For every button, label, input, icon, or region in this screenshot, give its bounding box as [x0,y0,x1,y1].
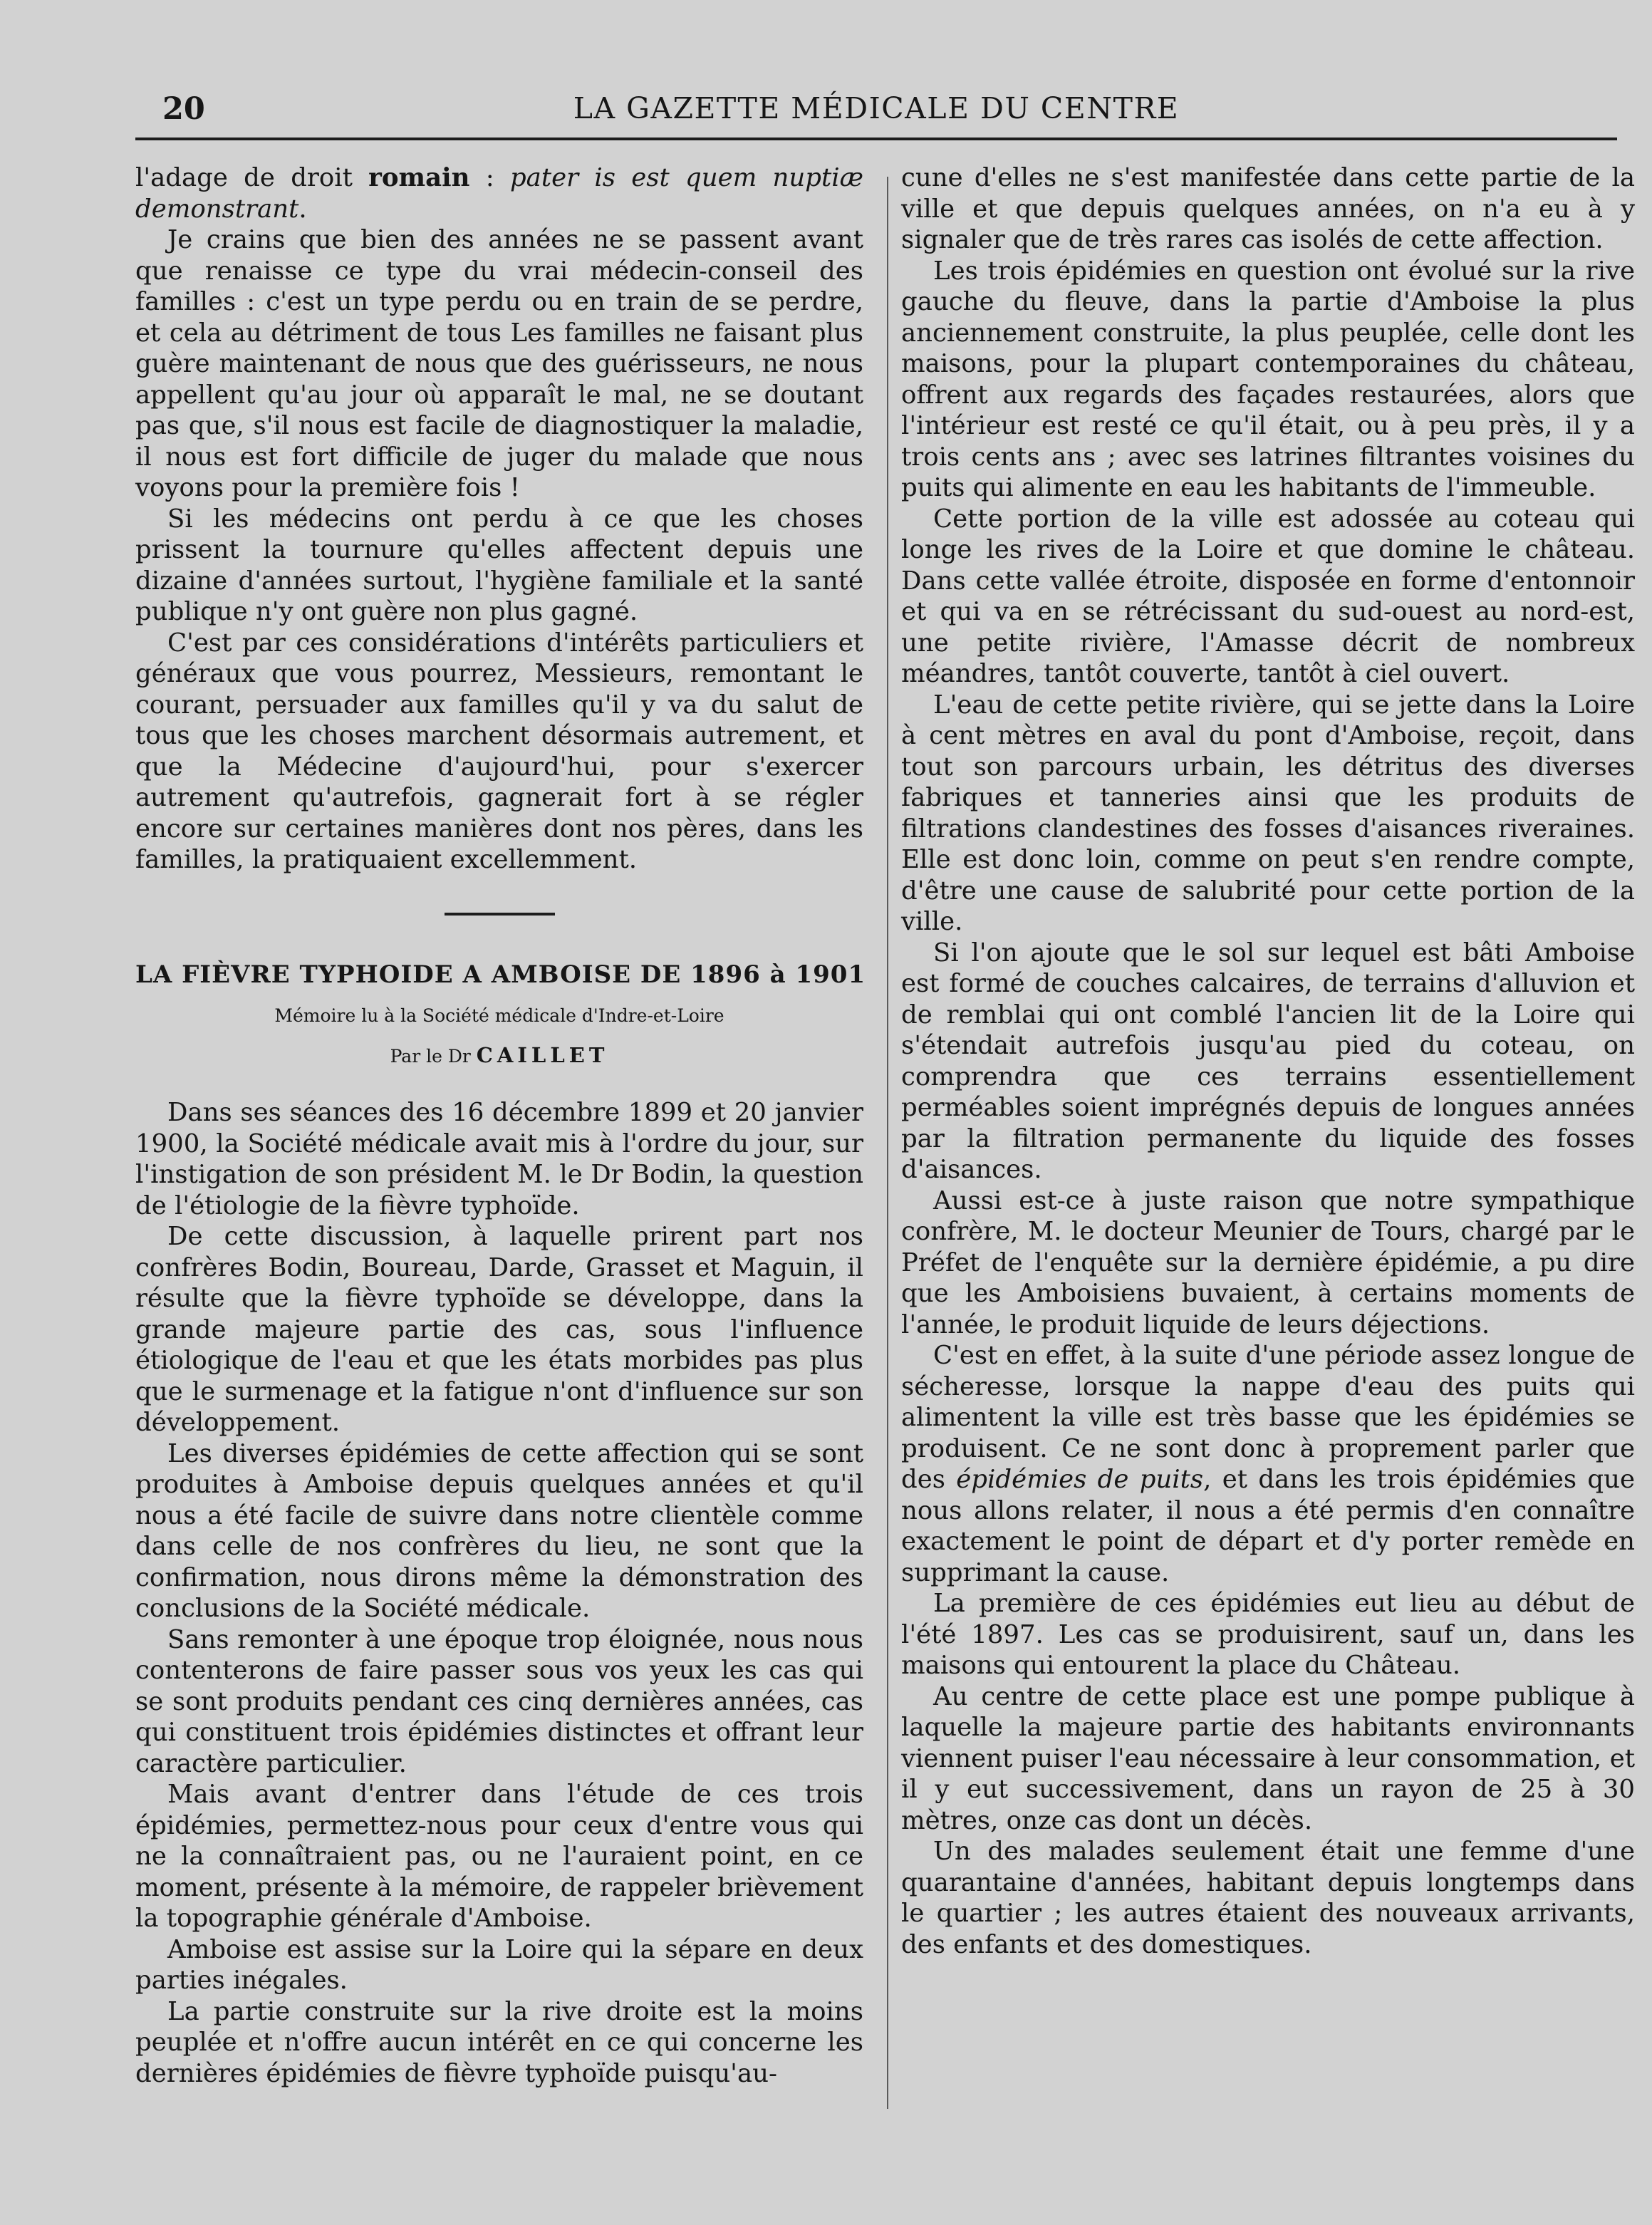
paragraph: Si les médecins ont perdu à ce que les choses prissent la tournure qu'elles affectent depuis une dizaine d'années surtout, l'hygiène familiale et la santé publique n'y ont guère non plus gagné. [135,504,863,626]
paragraph: Les trois épidémies en question ont évolué sur la rive gauche du fleuve, dans la partie d'Amboise la plus anciennement construite, la plus peuplée, celle dont les maisons, pour la plupart contemporaines du château, offrent aux regards des façades restaurées, alors que l'intérieur est resté ce qu'il était, ou à peu près, il y a trois cents ans ; avec ses latrines filtrantes voisines du puits qui alimente en eau les habitants de l'immeuble. [901,256,1635,502]
text-run: . [298,194,307,224]
paragraph [901,1340,1635,1588]
text-run: C'est en effet, à la suite d'une période assez longue de sécheresse, lorsque la nappe d'eau des puits qui alimentent la ville est très basse que les épidémies se produisent. Ce ne sont donc à proprement parler que des [901,1341,1635,1494]
text-run: : [469,163,510,192]
page-header [135,84,1617,134]
paragraph: Aussi est-ce à juste raison que notre sympathique confrère, M. le docteur Meunier de Tours, chargé par le Préfet de l'enquête sur la dernière épidémie, a pu dire que les Amboisiens buvaient, à certains moments de l'année, le produit liquide de leurs déjections. [901,1186,1635,1339]
article-subtitle: Mémoire lu à la Société médicale d'Indre-et-Loire [274,1005,724,1026]
paragraph: Amboise est assise sur la Loire qui la sépare en deux parties inégales. [135,1934,863,1995]
byline-prefix: Par le Dr [390,1045,471,1067]
article-byline [135,1040,863,1072]
header-rule [135,138,1617,140]
paragraph: Cette portion de la ville est adossée au coteau qui longe les rives de la Loire et que domine le château. Dans cette vallée étroite, disposée en forme d'entonnoir et qui va en se rétrécissant du sud-ouest au nord-est, une petite rivière, l'Amasse décrit de nombreux méandres, tantôt couverte, tantôt à ciel ouvert. [901,504,1635,688]
paragraph: cune d'elles ne s'est manifestée dans cette partie de la ville et que depuis quelques années, on n'a eu à y signaler que de très rares cas isolés de cette affection. [901,163,1635,254]
text-run: l'adage de droit [135,163,369,192]
paragraph: L'eau de cette petite rivière, qui se jette dans la Loire à cent mètres en aval du pont d'Amboise, reçoit, dans tout son parcours urbain, les détritus des diverses fabriques et tanneries ainsi que les produits de filtrations clandestines des fosses d'aisances riveraines. Elle est donc loin, comme on peut s'en rendre compte, d'être une cause de salubrité pour cette portion de la ville. [901,690,1635,936]
italic-phrase: épidémies de puits [956,1465,1204,1494]
section-separator [445,913,555,916]
paragraph: La première de ces épidémies eut lieu au début de l'été 1897. Les cas se produisirent, sauf un, dans les maisons qui entourent la place du Château. [901,1589,1635,1680]
paragraph [135,162,863,224]
right-column [901,162,1635,1960]
paragraph: Au centre de cette place est une pompe publique à laquelle la majeure partie des habitants environnants viennent puiser l'eau nécessaire à leur consommation, et il y eut successivement, dans un rayon de 25 à 30 mètres, onze cas dont un décès. [901,1681,1635,1835]
paragraph: Mais avant d'entrer dans l'étude de ces trois épidémies, permettez-nous pour ceux d'entre vous qui ne la connaîtraient pas, ou ne l'auraient point, en ce moment, présente à la mémoire, de rappeler brièvement la topographie générale d'Amboise. [135,1780,863,1933]
paragraph: Si l'on ajoute que le sol sur lequel est bâti Amboise est formé de couches calcaires, de terrains d'alluvion et de remblai qui ont comblé l'ancien lit de la Loire qui s'étendait autrefois jusqu'au pied du coteau, on comprendra que ces terrains essentiellement perméables soient imprégnés depuis de longues années par la filtration permanente du liquide des fosses d'aisances. [901,938,1635,1184]
paragraph: Sans remonter à une époque trop éloignée, nous nous contenterons de faire passer sous vos yeux les cas qui se sont produits pendant ces cinq dernières années, cas qui constituent trois épidémies distinctes et offrant leur caractère particulier. [135,1624,863,1778]
paragraph: Un des malades seulement était une femme d'une quarantaine d'années, habitant depuis longtemps dans le quartier ; les autres étaient des nouveaux arrivants, des enfants et des domestiques. [901,1837,1635,1959]
article-title: LA FIÈVRE TYPHOIDE A AMBOISE DE 1896 à 1901 [135,960,866,989]
page-number: 20 [162,91,205,127]
paragraph: Je crains que bien des années ne se passent avant que renaisse ce type du vrai médecin-conseil des familles : c'est un type perdu ou en train de se perdre, et cela au détriment de tous Les familles ne faisant plus guère maintenant de nous que des guérisseurs, ne nous appellent qu'au jour où apparaît le mal, ne se doutant pas que, s'il nous est facile de diagnostiquer la maladie, il nous est fort difficile de juger du malade que nous voyons pour la première fois ! [135,225,863,502]
paragraph: La partie construite sur la rive droite est la moins peuplée et n'offre aucun intérêt en ce qui concerne les dernières épidémies de fièvre typhoïde puisqu'au- [135,1996,863,2088]
paragraph: De cette discussion, à laquelle prirent part nos confrères Bodin, Boureau, Darde, Grasset et Maguin, il résulte que la fièvre typhoïde se développe, dans la grande majeure partie des cas, sous l'influence étiologique de l'eau et que les états morbides pas plus que le surmenage et la fatigue n'ont d'influence sur son développement. [135,1222,863,1437]
text-run: , et dans les trois épidémies que nous allons relater, il nous a été permis d'en connaître exactement le point de départ et d'y porter remède en supprimant la cause. [901,1465,1635,1587]
journal-title: LA GAZETTE MÉDICALE DU CENTRE [573,91,1180,125]
paragraph: Dans ses séances des 16 décembre 1899 et 20 janvier 1900, la Société médicale avait mis à l'ordre du jour, sur l'instigation de son président M. le Dr Bodin, la question de l'étiologie de la fièvre typhoïde. [135,1098,863,1220]
author-name: CAILLET [476,1042,609,1067]
paragraph: Les diverses épidémies de cette affection qui se sont produites à Amboise depuis quelques années et qu'il nous a été facile de suivre dans notre clientèle comme dans celle de nos confrères du lieu, ne sont que la confirmation, nous dirons même la démonstration des conclusions de la Société médicale. [135,1438,863,1623]
column-divider [887,177,888,2109]
latin-maxim: pater is est quem nuptiæ demonstrant [135,163,863,224]
text-run: romain [368,163,470,192]
paragraph: C'est par ces considérations d'intérêts particuliers et généraux que vous pourrez, Messieurs, remontant le courant, persuader aux familles qu'il y va du salut de tous que les choses marchent désormais autrement, et que la Médecine d'aujourd'hui, pour s'exercer autrement qu'autrefois, gagnerait fort à se régler encore sur certaines manières dont nos pères, dans les familles, la pratiquaient excellemment. [135,628,863,874]
left-column [135,162,866,2089]
